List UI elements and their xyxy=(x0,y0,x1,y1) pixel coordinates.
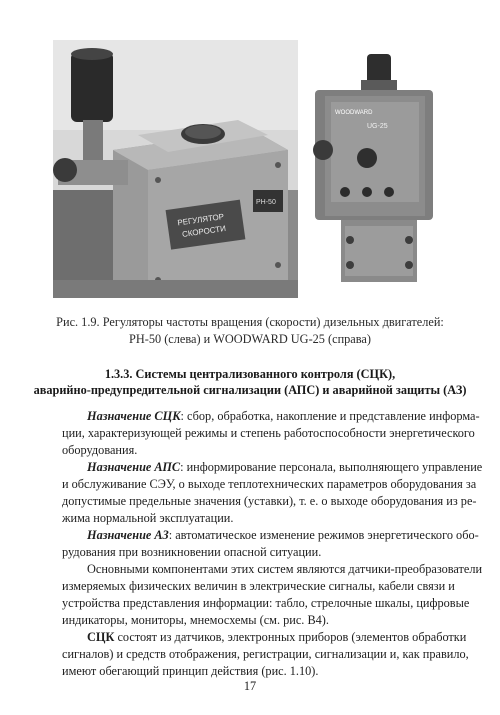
paragraph-az-line: Назначение АЗ: автоматическое изменение режимов энергетического обо- xyxy=(87,528,479,542)
section-heading-line2: аварийно-предупредительной сигнализации (АПС) и аварийной защиты (АЗ) xyxy=(33,383,467,397)
paragraph-sck-structure-line: сигналов) и средств отображения, регистрации, сигнализации и, как правило, xyxy=(62,647,469,661)
paragraph-sck-line: ции, характеризующей режимы и степень работоспособности энергетического xyxy=(62,426,475,440)
paragraph-components-line: индикаторы, мониторы, мнемосхемы (см. рис. В4). xyxy=(62,613,329,627)
sck-term: Назначение СЦК xyxy=(87,409,181,423)
governor-label-line2: СКОРОСТИ xyxy=(181,223,227,239)
governor-ug25-photo xyxy=(305,40,445,298)
figure-caption-line2: РН-50 (слева) и WOODWARD UG-25 (справа) xyxy=(129,332,371,346)
page-number: 17 xyxy=(243,679,257,693)
governor-rn50-photo xyxy=(53,40,298,298)
paragraph-aps-line: Назначение АПС: информирование персонала, выполняющего управление xyxy=(87,460,483,474)
governor-label-line1: РЕГУЛЯТОР xyxy=(176,212,225,228)
figure-caption-line1: Рис. 1.9. Регуляторы частоты вращения (скорости) дизельных двигателей: xyxy=(56,315,444,329)
az-term: Назначение АЗ xyxy=(87,528,169,542)
paragraph-sck-line: Назначение СЦК: сбор, обработка, накопление и представление информа- xyxy=(87,409,480,423)
section-heading-line1: 1.3.3. Системы централизованного контроля (СЦК), xyxy=(104,367,396,381)
paragraph-az-line: рудования при возникновении опасной ситуации. xyxy=(62,545,322,559)
woodward-model-label: UG-25 xyxy=(367,123,388,130)
paragraph-aps-line: и обслуживание СЭУ, о выходе теплотехнических параметров оборудования за xyxy=(62,477,477,491)
paragraph-sck-structure-line: имеют обегающий принцип действия (рис. 1.10). xyxy=(62,664,319,678)
paragraph-aps-line: допустимые предельные значения (уставки), т. е. о выходе оборудования из ре- xyxy=(62,494,477,508)
paragraph-components-line: измеряемых физических величин в электрические сигналы, кабели связи и xyxy=(62,579,455,593)
paragraph-sck-structure-line: СЦК состоят из датчиков, электронных приборов (элементов обработки xyxy=(87,630,467,644)
woodward-brand-label: WOODWARD xyxy=(335,110,373,116)
paragraph-sck-line: оборудования. xyxy=(62,443,138,457)
governor-plate-model: РН-50 xyxy=(256,199,276,206)
paragraph-components-line: устройства представления информации: табло, стрелочные шкалы, цифровые xyxy=(62,596,470,610)
aps-term: Назначение АПС xyxy=(87,460,181,474)
sck-abbrev: СЦК xyxy=(87,630,115,644)
paragraph-components-line: Основными компонентами этих систем являются датчики-преобразователи xyxy=(87,562,483,576)
paragraph-aps-line: жима нормальной эксплуатации. xyxy=(62,511,234,525)
